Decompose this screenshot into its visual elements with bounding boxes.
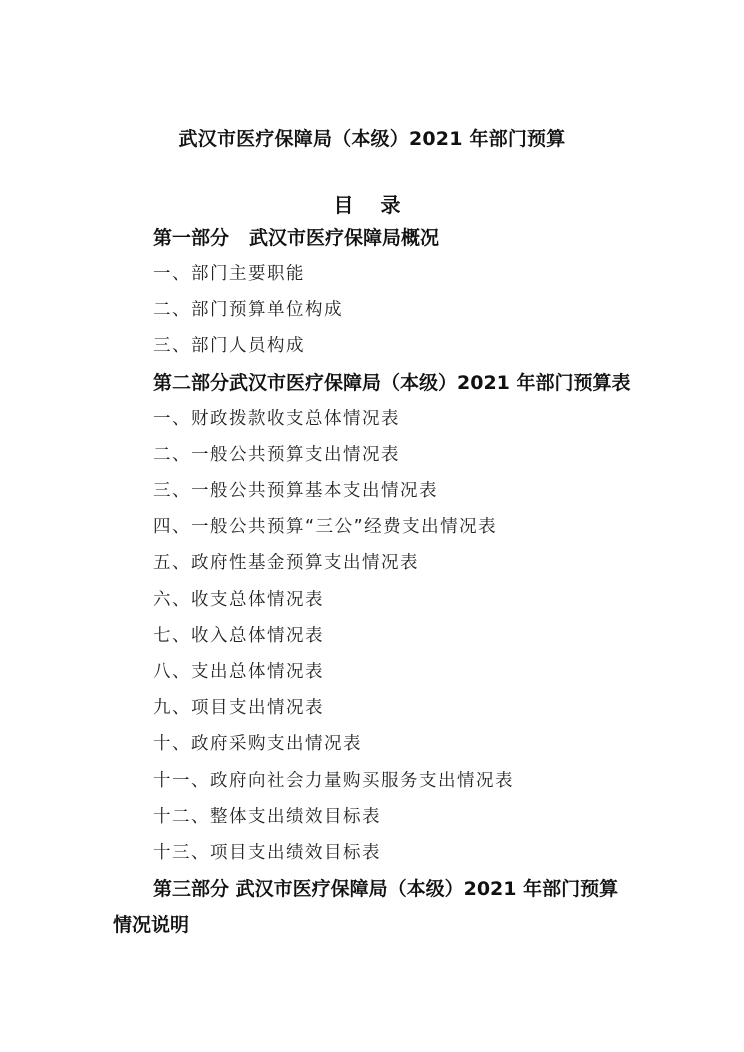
document-title: 武汉市医疗保障局（本级）2021 年部门预算 xyxy=(178,128,566,150)
toc-item[interactable]: 十二、整体支出绩效目标表 xyxy=(153,807,381,827)
toc-item[interactable]: 一、财政拨款收支总体情况表 xyxy=(153,409,400,429)
toc-item[interactable]: 三、一般公共预算基本支出情况表 xyxy=(153,481,438,501)
part1-label: 第一部分 xyxy=(153,227,230,249)
toc-part1-heading[interactable] xyxy=(153,226,439,250)
toc-item[interactable]: 九、项目支出情况表 xyxy=(153,698,324,718)
part1-title: 武汉市医疗保障局概况 xyxy=(249,227,440,249)
toc-item[interactable]: 四、一般公共预算“三公”经费支出情况表 xyxy=(153,517,498,537)
toc-item[interactable]: 一、部门主要职能 xyxy=(153,264,305,284)
toc-item[interactable]: 十一、政府向社会力量购买服务支出情况表 xyxy=(153,771,514,791)
toc-part3-heading-continued[interactable]: 情况说明 xyxy=(113,914,190,936)
toc-item[interactable]: 八、支出总体情况表 xyxy=(153,662,324,682)
toc-part2-heading[interactable]: 第二部分武汉市医疗保障局（本级）2021 年部门预算表 xyxy=(153,372,631,394)
toc-part3-heading[interactable]: 第三部分 武汉市医疗保障局（本级）2021 年部门预算 xyxy=(153,878,619,900)
toc-item[interactable]: 五、政府性基金预算支出情况表 xyxy=(153,553,419,573)
toc-item[interactable]: 七、收入总体情况表 xyxy=(153,626,324,646)
toc-item[interactable]: 十三、项目支出绩效目标表 xyxy=(153,843,381,863)
toc-heading: 目 录 xyxy=(333,193,411,217)
toc-item[interactable]: 二、部门预算单位构成 xyxy=(153,300,343,320)
toc-item[interactable]: 十、政府采购支出情况表 xyxy=(153,734,362,754)
toc-item[interactable]: 六、收支总体情况表 xyxy=(153,590,324,610)
toc-item[interactable]: 三、部门人员构成 xyxy=(153,336,305,356)
toc-item[interactable]: 二、一般公共预算支出情况表 xyxy=(153,445,400,465)
